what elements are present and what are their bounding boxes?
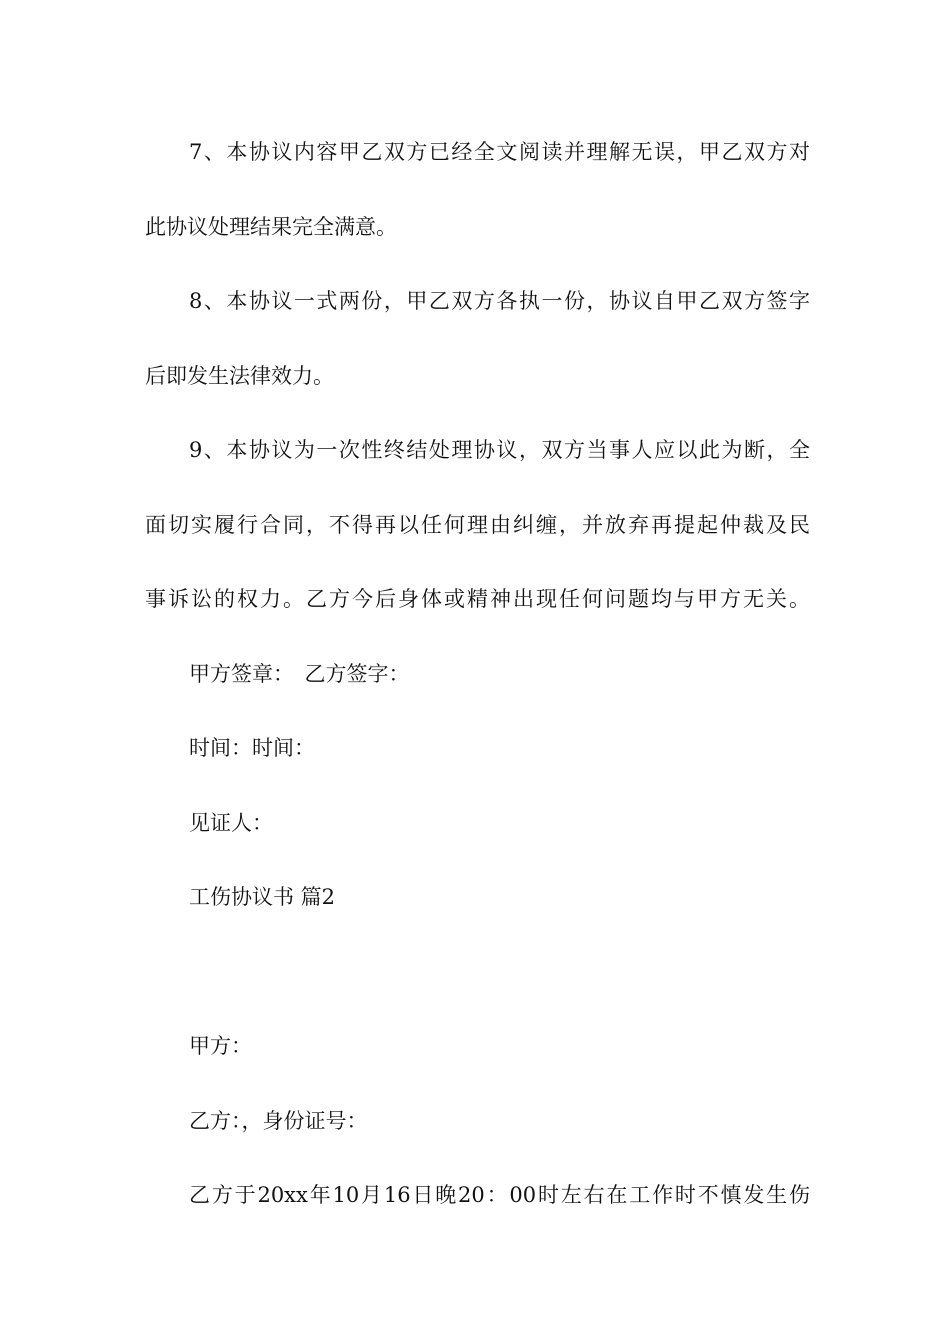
- signature-line: 甲方签章： 乙方签字：: [189, 662, 410, 686]
- clause-7-line-1: 7、本协议内容甲乙双方已经全文阅读并理解无误，甲乙双方对: [189, 140, 810, 164]
- section-title: 工伤协议书 篇2: [189, 885, 336, 909]
- clause-9-line-2: 面切实履行合同，不得再以任何理由纠缠，并放弃再提起仲裁及民: [145, 513, 810, 537]
- time-line: 时间：时间：: [189, 736, 315, 760]
- clause-9-line-1: 9、本协议为一次性终结处理协议，双方当事人应以此为断，全: [189, 438, 810, 462]
- clause-8-line-1: 8、本协议一式两份，甲乙双方各执一份，协议自甲乙双方签字: [189, 289, 810, 313]
- clause-9-line-3: 事诉讼的权力。乙方今后身体或精神出现任何问题均与甲方无关。: [145, 587, 810, 611]
- party-a-line: 甲方：: [189, 1034, 252, 1058]
- witness-line: 见证人：: [189, 811, 273, 835]
- clause-8-line-2: 后即发生法律效力。: [145, 364, 334, 388]
- intro-line: 乙方于20xx年10月16日晚20：00时左右在工作时不慎发生伤: [189, 1183, 810, 1207]
- party-b-line: 乙方：，身份证号：: [189, 1109, 368, 1133]
- clause-7-line-2: 此协议处理结果完全满意。: [145, 215, 397, 239]
